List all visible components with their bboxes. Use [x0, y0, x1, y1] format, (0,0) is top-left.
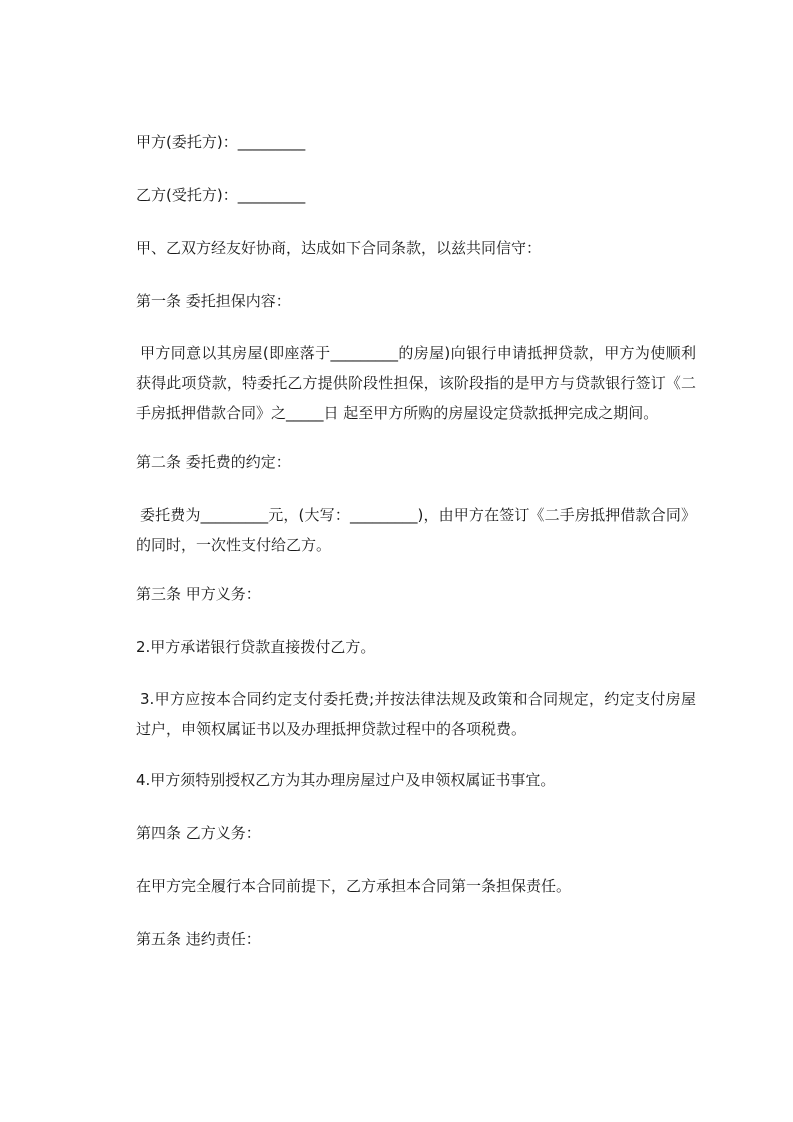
article2-heading: 第二条 委托费的约定： [136, 453, 291, 471]
article1-heading: 第一条 委托担保内容： [136, 292, 291, 310]
party-b-line: 乙方(受托方)：_________ [136, 186, 306, 204]
article4-heading: 第四条 乙方义务： [136, 824, 261, 842]
article3-item2: 2.甲方承诺银行贷款直接拨付乙方。 [136, 638, 376, 656]
article4-body: 在甲方完全履行本合同前提下，乙方承担本合同第一条担保责任。 [136, 877, 572, 895]
article5-heading: 第五条 违约责任： [136, 930, 261, 948]
article3-item4: 4.甲方须特别授权乙方为其办理房屋过户及申领权属证书事宜。 [136, 771, 556, 789]
article3-heading: 第三条 甲方义务： [136, 585, 261, 603]
article1-body: 甲方同意以其房屋(即座落于_________的房屋)向银行申请抵押贷款，甲方为使顺利获得此项贷款，特委托乙方提供阶段性担保，该阶段指的是甲方与贷款银行签订《二手房抵押借款合同》之_____日 起至甲方所购的房屋设定贷款抵押完成之期间。 [136, 344, 696, 422]
article2-body: 委托费为_________元，(大写：_________)，由甲方在签订《二手房抵押借款合同》的同时，一次性支付给乙方。 [136, 506, 696, 554]
party-a-line: 甲方(委托方)：_________ [136, 133, 306, 151]
preamble: 甲、乙双方经友好协商，达成如下合同条款，以兹共同信守： [136, 239, 542, 257]
article3-item3: 3.甲方应按本合同约定支付委托费;并按法律法规及政策和合同规定，约定支付房屋过户，申领权属证书以及办理抵押贷款过程中的各项税费。 [136, 690, 696, 738]
